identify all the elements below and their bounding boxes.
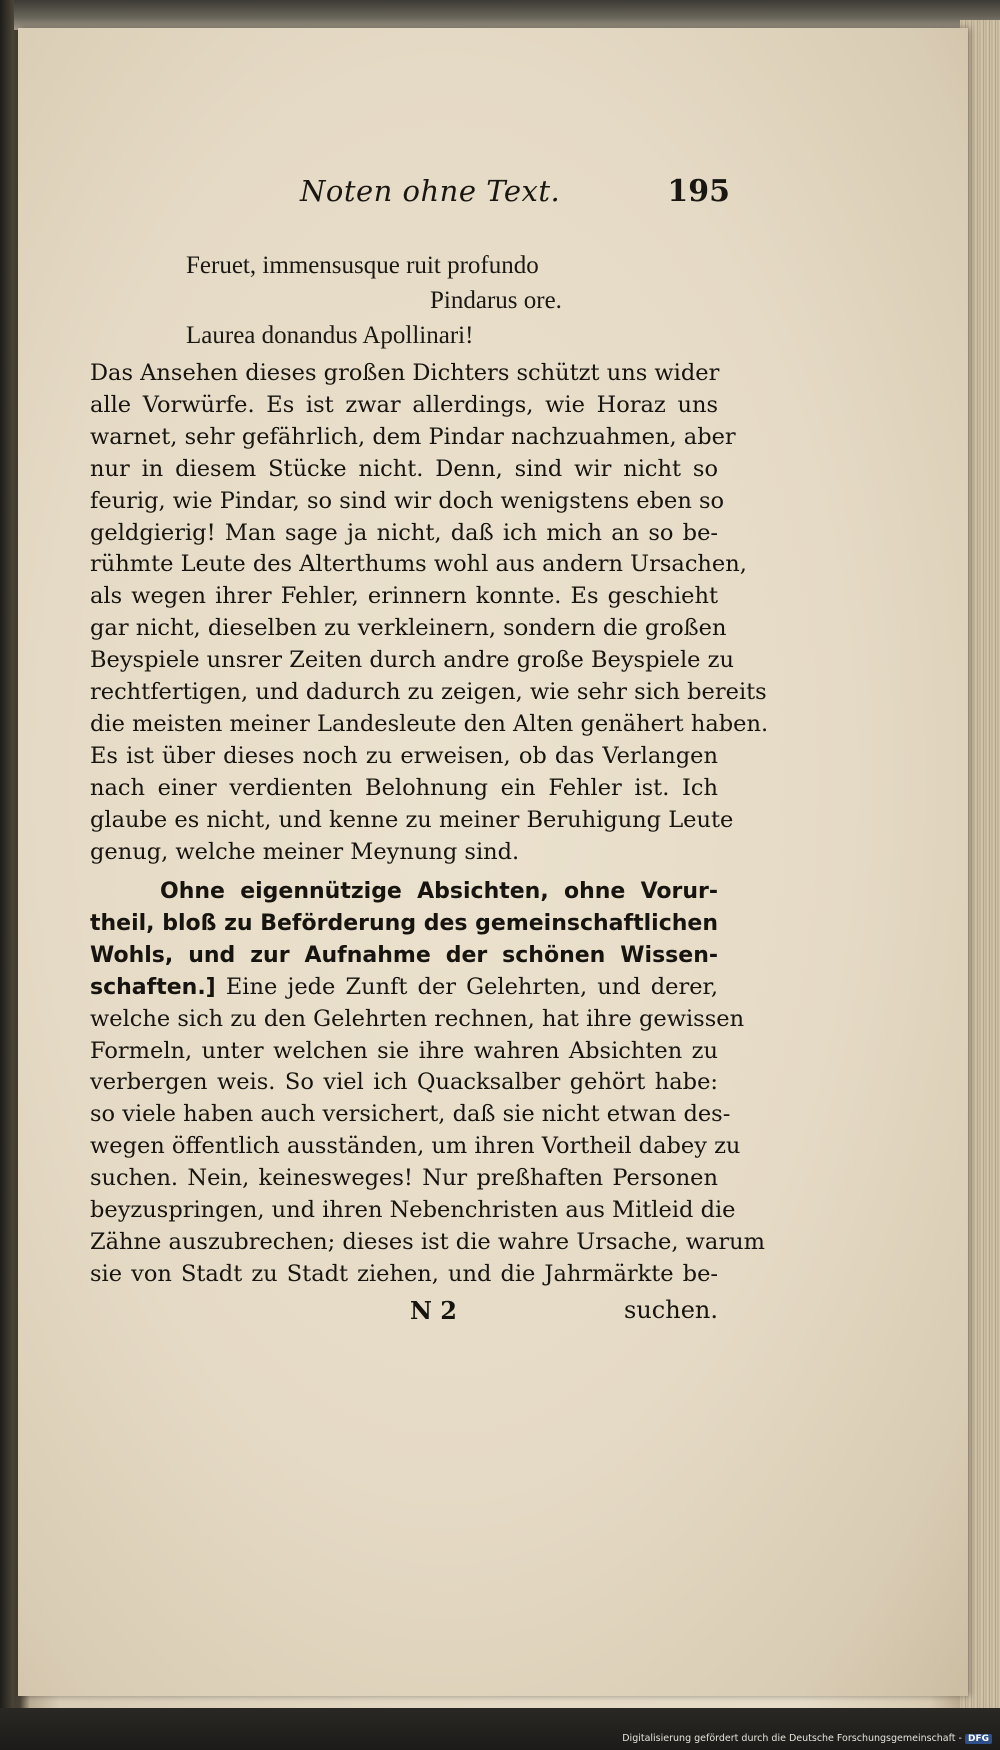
text-line: gar nicht, dieselben zu verkleinern, sondern die großen (90, 615, 727, 642)
text-line: suchen. Nein, keinesweges! Nur preßhaften Personen (90, 1165, 718, 1192)
text-line: glaube es nicht, und kenne zu meiner Beruhigung Leute (90, 806, 734, 833)
digitization-note (622, 1733, 992, 1744)
page-header (300, 170, 730, 220)
text-line: sie von Stadt zu Stadt ziehen, und die Jahrmärkte be- (90, 1260, 718, 1287)
text-line: Beyspiele unsrer Zeiten durch andre große Beyspiele zu (90, 647, 734, 674)
book-top-edge (0, 0, 1000, 30)
text-line: verbergen weis. So viel ich Quacksalber gehört habe: (90, 1069, 718, 1096)
text-line: nur in diesem Stücke nicht. Denn, sind wir nicht so (90, 455, 718, 482)
page-number: 195 (667, 174, 730, 209)
text-line: als wegen ihrer Fehler, erinnern konnte. Es geschieht (90, 583, 718, 610)
text-line: alle Vorwürfe. Es ist zwar allerdings, wie Horaz uns (90, 391, 718, 418)
page-footer (90, 1296, 718, 1336)
lemma-end: schaften.] (90, 974, 216, 1000)
text-line: feurig, wie Pindar, so sind wir doch wenigstens eben so (90, 487, 725, 514)
latin-verse (186, 248, 706, 353)
text-line: Formeln, unter welchen sie ihre wahren Absichten zu (90, 1037, 718, 1064)
text-line: Das Ansehen dieses großen Dichters schützt uns wider (90, 360, 720, 386)
text-line: die meisten meiner Landesleute den Alten genähert haben. (90, 710, 769, 737)
text-line: so viele haben auch versichert, daß sie nicht etwan des- (90, 1101, 731, 1128)
text-line: beyzuspringen, und ihren Nebenchristen aus Mitleid die (90, 1197, 736, 1224)
text-line: Zähne auszubrechen; dieses ist die wahre Ursache, warum (90, 1228, 765, 1255)
verse-line: Feruet, immensusque ruit profundo (186, 252, 539, 279)
paragraph-2 (90, 876, 765, 1291)
digitization-note-text: Digitalisierung gefördert durch die Deutsche Forschungsgemeinschaft - (622, 1733, 962, 1744)
text-line (90, 972, 718, 1004)
verse-line: Laurea donandus Apollinari! (186, 322, 474, 349)
text-line: nach einer verdienten Belohnung ein Fehler ist. Ich (90, 774, 718, 801)
running-head: Noten ohne Text. (300, 174, 561, 208)
text-line: rechtfertigen, und dadurch zu zeigen, wie sehr sich bereits (90, 679, 767, 706)
text-line: Es ist über dieses noch zu erweisen, ob das Verlangen (90, 742, 718, 769)
lemma-continuation: Eine jede Zunft der Gelehrten, und derer, (215, 973, 718, 1000)
text-line: wegen öffentlich ausständen, um ihren Vortheil dabey zu (90, 1133, 741, 1160)
book-spine (0, 0, 14, 1750)
catchword: suchen. (624, 1296, 718, 1324)
lemma-line: Ohne eigennützige Absichten, ohne Vorur- (160, 879, 718, 904)
text-line: welche sich zu den Gelehrten rechnen, hat ihre gewissen (90, 1005, 745, 1032)
signature-mark: N 2 (410, 1296, 457, 1325)
text-line: geldgierig! Man sage ja nicht, daß ich mich an so be- (90, 519, 718, 546)
text-line: genug, welche meiner Meynung sind. (90, 838, 520, 865)
text-line: warnet, sehr gefährlich, dem Pindar nachzuahmen, aber (90, 423, 736, 450)
verse-line: Pindarus ore. (430, 287, 562, 314)
paragraph-1 (90, 358, 769, 869)
lemma-line: Wohls, und zur Aufnahme der schönen Wissen- (90, 942, 718, 968)
lemma-line: theil, bloß zu Beförderung des gemeinschaftlichen (90, 910, 718, 936)
dfg-logo-icon: DFG (965, 1734, 992, 1744)
text-line: rühmte Leute des Alterthums wohl aus andern Ursachen, (90, 551, 747, 578)
